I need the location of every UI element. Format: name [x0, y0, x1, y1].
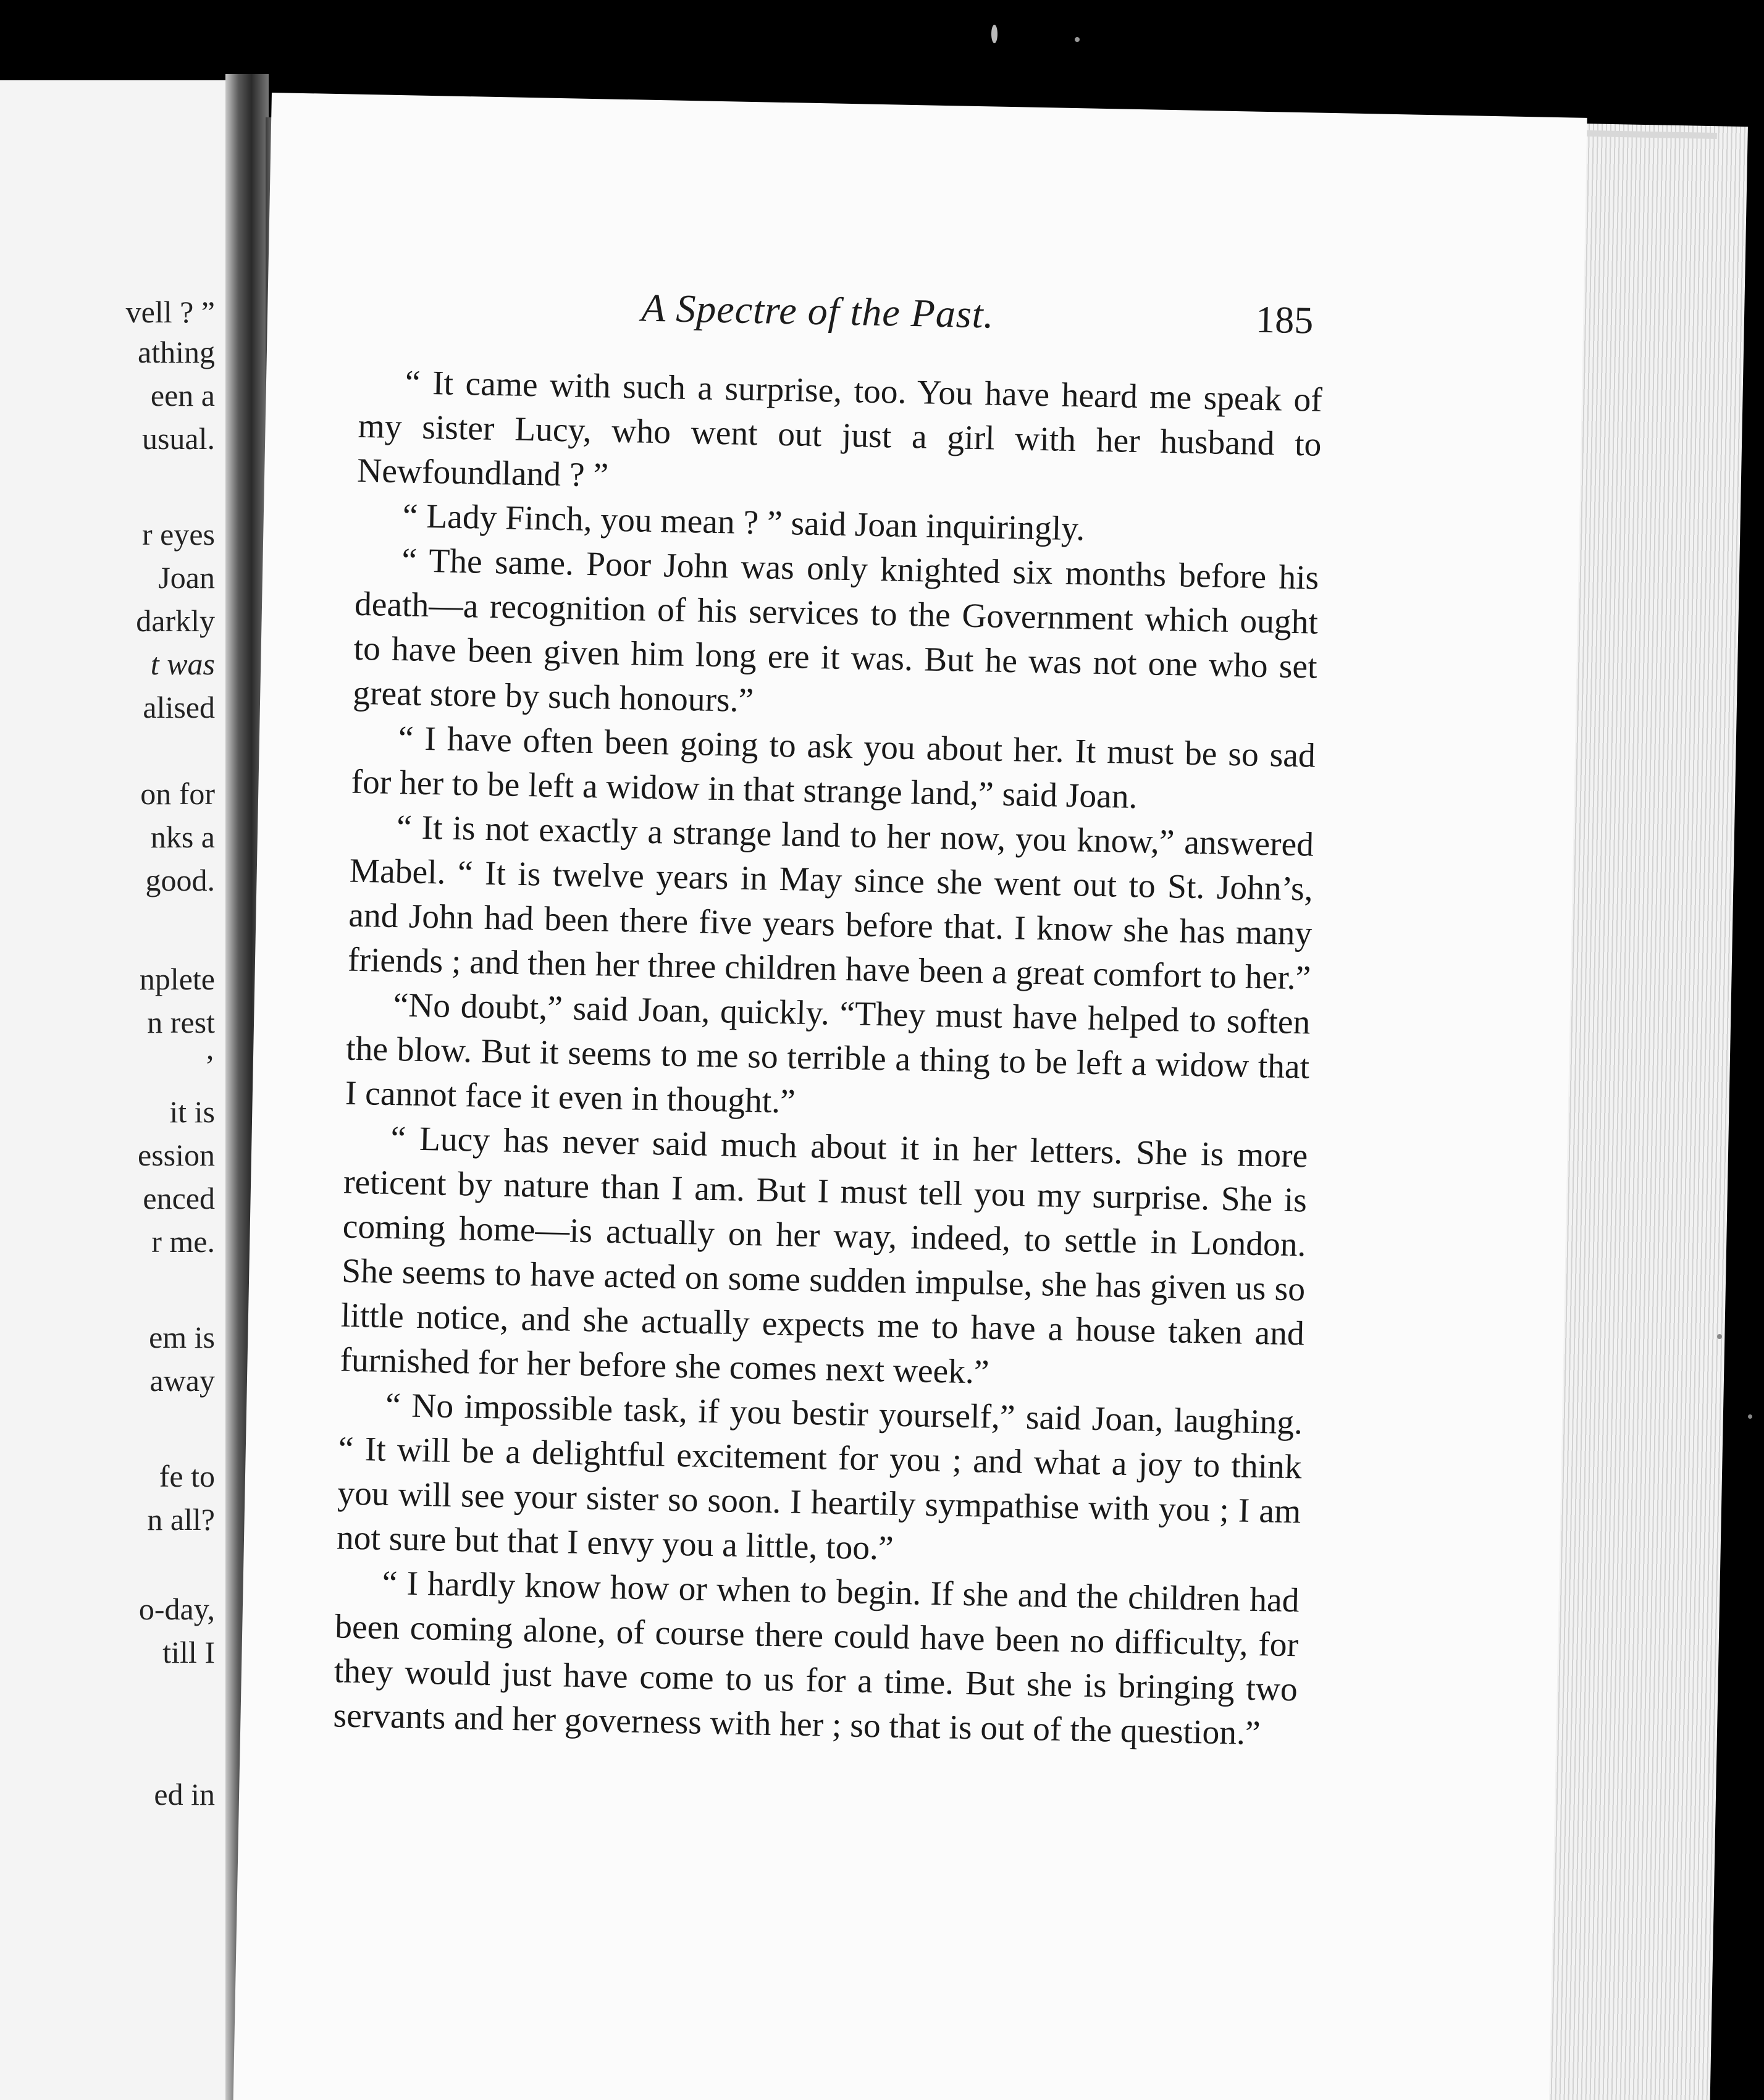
facing-page-line: t was [150, 647, 215, 681]
facing-page-line: n all? [147, 1502, 215, 1537]
page-number: 185 [1255, 298, 1314, 342]
paragraph: “ It is not exactly a strange land to her now, you know,” answered Mabel. “ It is twelve years in May since she went out to St. John’s, and John had been there five years before that. I know she has many friends ; and then her three children have been a great comfort to her.” [347, 808, 1314, 998]
facing-page-line: r eyes [142, 517, 215, 552]
paragraph: “No doubt,” said Joan, quickly. “They must have helped to soften the blow. But it seems to me so terrible a thing to be left a widow that I cannot face it even in thought.” [345, 986, 1311, 1121]
book-page [233, 93, 1587, 2100]
paragraph: “ Lady Finch, you mean ? ” said Joan inquiringly. [402, 497, 1085, 548]
facing-page-line: r me. [151, 1224, 215, 1259]
facing-page-line: good. [145, 863, 215, 897]
running-head: A Spectre of the Past. [640, 285, 995, 337]
page-body-text [333, 360, 1323, 1757]
scan-speck [1748, 1414, 1752, 1419]
facing-page-line: een a [150, 378, 215, 413]
facing-page-line: it is [169, 1094, 215, 1129]
paragraph: “ No impossible task, if you bestir yourself,” said Joan, laughing. “ It will be a delightful excitement for you ; and what a joy to think you will see your sister so soon. I heartily sympathise with you ; I am not sure but that I envy you a little, too.” [336, 1386, 1303, 1568]
facing-page-line: ession [138, 1138, 215, 1172]
facing-page-line: nks a [150, 820, 215, 854]
facing-page-line: athing [138, 335, 215, 369]
facing-page-line: em is [149, 1320, 215, 1354]
facing-page-line: vell ? ” [125, 295, 215, 329]
facing-page-line: Joan [158, 560, 215, 595]
facing-page-line: on for [140, 776, 215, 811]
scan-speck [1717, 1334, 1722, 1339]
facing-page [0, 80, 247, 2100]
facing-page-line: fe to [159, 1459, 215, 1493]
paragraph: “ It came with such a surprise, too. You have heard me speak of my sister Lucy, who went out just a girl with her husband to Newfoundland ? ” [356, 364, 1323, 495]
facing-page-line: away [149, 1363, 215, 1398]
facing-page-line: ’ [204, 1048, 215, 1083]
facing-page-line: n rest [147, 1005, 215, 1040]
facing-page-line: usual. [141, 421, 215, 456]
paragraph: “ The same. Poor John was only knighted six months before his death—a recognition of his services to the Government which ought to have been given him long ere it was. But he was not one who set great store by such honours.” [352, 542, 1319, 720]
facing-page-line: darkly [136, 603, 215, 638]
facing-page-line: ed in [154, 1777, 215, 1812]
paragraph: “ Lucy has never said much about it in her letters. She is more reticent by nature than I am. But I must tell you my surprise. She is coming home—is actually on her way, indeed, to settle in London. She seems to have acted on some sudden impulse, she has given us so little notice, and she actually expects me to have a house taken and furnished for her before she comes next week.” [340, 1120, 1308, 1392]
paragraph: “ I have often been going to ask you about her. It must be so sad for her to be left a widow in that strange land,” said Joan. [351, 720, 1316, 817]
scan-speck [1075, 37, 1080, 42]
facing-page-line: enced [143, 1181, 215, 1216]
scan-speck [991, 25, 998, 43]
facing-page-line: o-day, [138, 1592, 215, 1626]
facing-page-line: till I [162, 1635, 215, 1670]
facing-page-line: nplete [139, 962, 215, 996]
facing-page-line: alised [143, 690, 215, 724]
paragraph: “ I hardly know how or when to begin. If she and the children had been coming alone, of course there could have been no difficulty, for they would just have come to us for a time. But she is bringing two servants and her governess with her ; so that is out of the question.” [332, 1564, 1300, 1753]
